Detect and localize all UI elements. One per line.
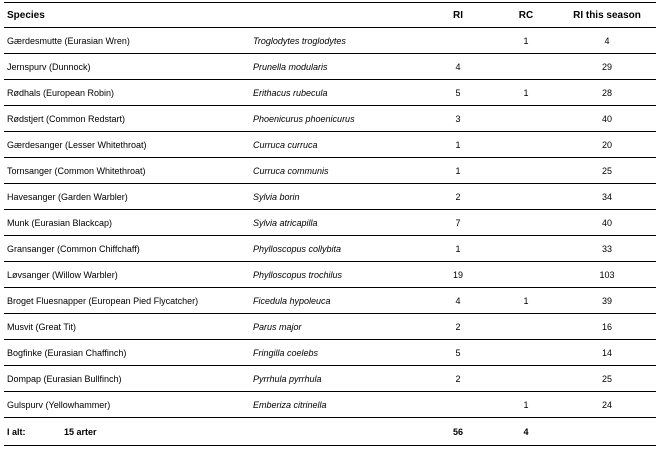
season-value: 103 <box>558 262 656 288</box>
total-rc: 4 <box>494 418 558 446</box>
table-row <box>4 236 656 262</box>
table-row <box>4 132 656 158</box>
total-ri: 56 <box>422 418 494 446</box>
total-label: I alt: <box>7 426 26 437</box>
total-empty-cell <box>250 418 422 446</box>
season-value: 14 <box>558 340 656 366</box>
species-name: Rødstjert (Common Redstart) <box>4 106 250 132</box>
season-value: 34 <box>558 184 656 210</box>
season-value: 33 <box>558 236 656 262</box>
species-name: Gærdesmutte (Eurasian Wren) <box>4 28 250 54</box>
table-row <box>4 262 656 288</box>
ri-value: 1 <box>422 132 494 158</box>
table-row <box>4 210 656 236</box>
scientific-name: Curruca communis <box>250 158 422 184</box>
season-value: 40 <box>558 106 656 132</box>
total-row <box>4 418 656 446</box>
species-name: Tornsanger (Common Whitethroat) <box>4 158 250 184</box>
ri-value: 4 <box>422 54 494 80</box>
ri-value: 3 <box>422 106 494 132</box>
season-value: 4 <box>558 28 656 54</box>
table-row <box>4 106 656 132</box>
scientific-name: Troglodytes troglodytes <box>250 28 422 54</box>
header-ri: RI <box>422 3 494 28</box>
scientific-name: Phoenicurus phoenicurus <box>250 106 422 132</box>
ri-value: 4 <box>422 288 494 314</box>
species-name: Broget Fluesnapper (European Pied Flycatcher) <box>4 288 250 314</box>
rc-value <box>494 132 558 158</box>
ringing-table-container <box>4 2 656 446</box>
rc-value: 1 <box>494 80 558 106</box>
rc-value <box>494 236 558 262</box>
scientific-name: Parus major <box>250 314 422 340</box>
rc-value <box>494 314 558 340</box>
table-row <box>4 28 656 54</box>
scientific-name: Sylvia borin <box>250 184 422 210</box>
table-row <box>4 314 656 340</box>
rc-value: 1 <box>494 392 558 418</box>
rc-value <box>494 106 558 132</box>
season-value: 40 <box>558 210 656 236</box>
rc-value <box>494 158 558 184</box>
species-name: Havesanger (Garden Warbler) <box>4 184 250 210</box>
rc-value <box>494 340 558 366</box>
table-row <box>4 340 656 366</box>
ri-value: 2 <box>422 314 494 340</box>
season-value: 29 <box>558 54 656 80</box>
species-name: Dompap (Eurasian Bullfinch) <box>4 366 250 392</box>
header-row <box>4 3 656 28</box>
rc-value: 1 <box>494 28 558 54</box>
ri-value: 2 <box>422 366 494 392</box>
header-season: RI this season <box>558 3 656 28</box>
species-name: Munk (Eurasian Blackcap) <box>4 210 250 236</box>
ri-value: 7 <box>422 210 494 236</box>
species-name: Gransanger (Common Chiffchaff) <box>4 236 250 262</box>
rc-value <box>494 184 558 210</box>
species-name: Jernspurv (Dunnock) <box>4 54 250 80</box>
total-species-count: 15 arter <box>64 426 97 437</box>
scientific-name: Ficedula hypoleuca <box>250 288 422 314</box>
rc-value <box>494 366 558 392</box>
ri-value <box>422 28 494 54</box>
species-name: Musvit (Great Tit) <box>4 314 250 340</box>
scientific-name: Emberiza citrinella <box>250 392 422 418</box>
species-name: Løvsanger (Willow Warbler) <box>4 262 250 288</box>
species-name: Rødhals (European Robin) <box>4 80 250 106</box>
ri-value: 19 <box>422 262 494 288</box>
species-name: Bogfinke (Eurasian Chaffinch) <box>4 340 250 366</box>
rc-value: 1 <box>494 288 558 314</box>
header-rc: RC <box>494 3 558 28</box>
scientific-name: Prunella modularis <box>250 54 422 80</box>
season-value: 16 <box>558 314 656 340</box>
ri-value: 1 <box>422 236 494 262</box>
table-row <box>4 54 656 80</box>
scientific-name: Phylloscopus trochilus <box>250 262 422 288</box>
scientific-name: Pyrrhula pyrrhula <box>250 366 422 392</box>
season-value: 25 <box>558 366 656 392</box>
ri-value: 1 <box>422 158 494 184</box>
ri-value <box>422 392 494 418</box>
table-row <box>4 184 656 210</box>
scientific-name: Erithacus rubecula <box>250 80 422 106</box>
total-season-empty <box>558 418 656 446</box>
season-value: 39 <box>558 288 656 314</box>
total-label-cell <box>4 418 250 446</box>
header-scientific <box>250 3 422 28</box>
header-species: Species <box>4 3 250 28</box>
species-name: Gulspurv (Yellowhammer) <box>4 392 250 418</box>
scientific-name: Phylloscopus collybita <box>250 236 422 262</box>
table-row <box>4 158 656 184</box>
ri-value: 2 <box>422 184 494 210</box>
table-body <box>4 28 656 446</box>
season-value: 28 <box>558 80 656 106</box>
table-row <box>4 288 656 314</box>
ringing-table <box>4 2 656 446</box>
table-row <box>4 392 656 418</box>
season-value: 20 <box>558 132 656 158</box>
rc-value <box>494 262 558 288</box>
ri-value: 5 <box>422 80 494 106</box>
scientific-name: Curruca curruca <box>250 132 422 158</box>
table-row <box>4 366 656 392</box>
species-name: Gærdesanger (Lesser Whitethroat) <box>4 132 250 158</box>
season-value: 25 <box>558 158 656 184</box>
rc-value <box>494 54 558 80</box>
scientific-name: Fringilla coelebs <box>250 340 422 366</box>
ri-value: 5 <box>422 340 494 366</box>
season-value: 24 <box>558 392 656 418</box>
scientific-name: Sylvia atricapilla <box>250 210 422 236</box>
table-row <box>4 80 656 106</box>
rc-value <box>494 210 558 236</box>
